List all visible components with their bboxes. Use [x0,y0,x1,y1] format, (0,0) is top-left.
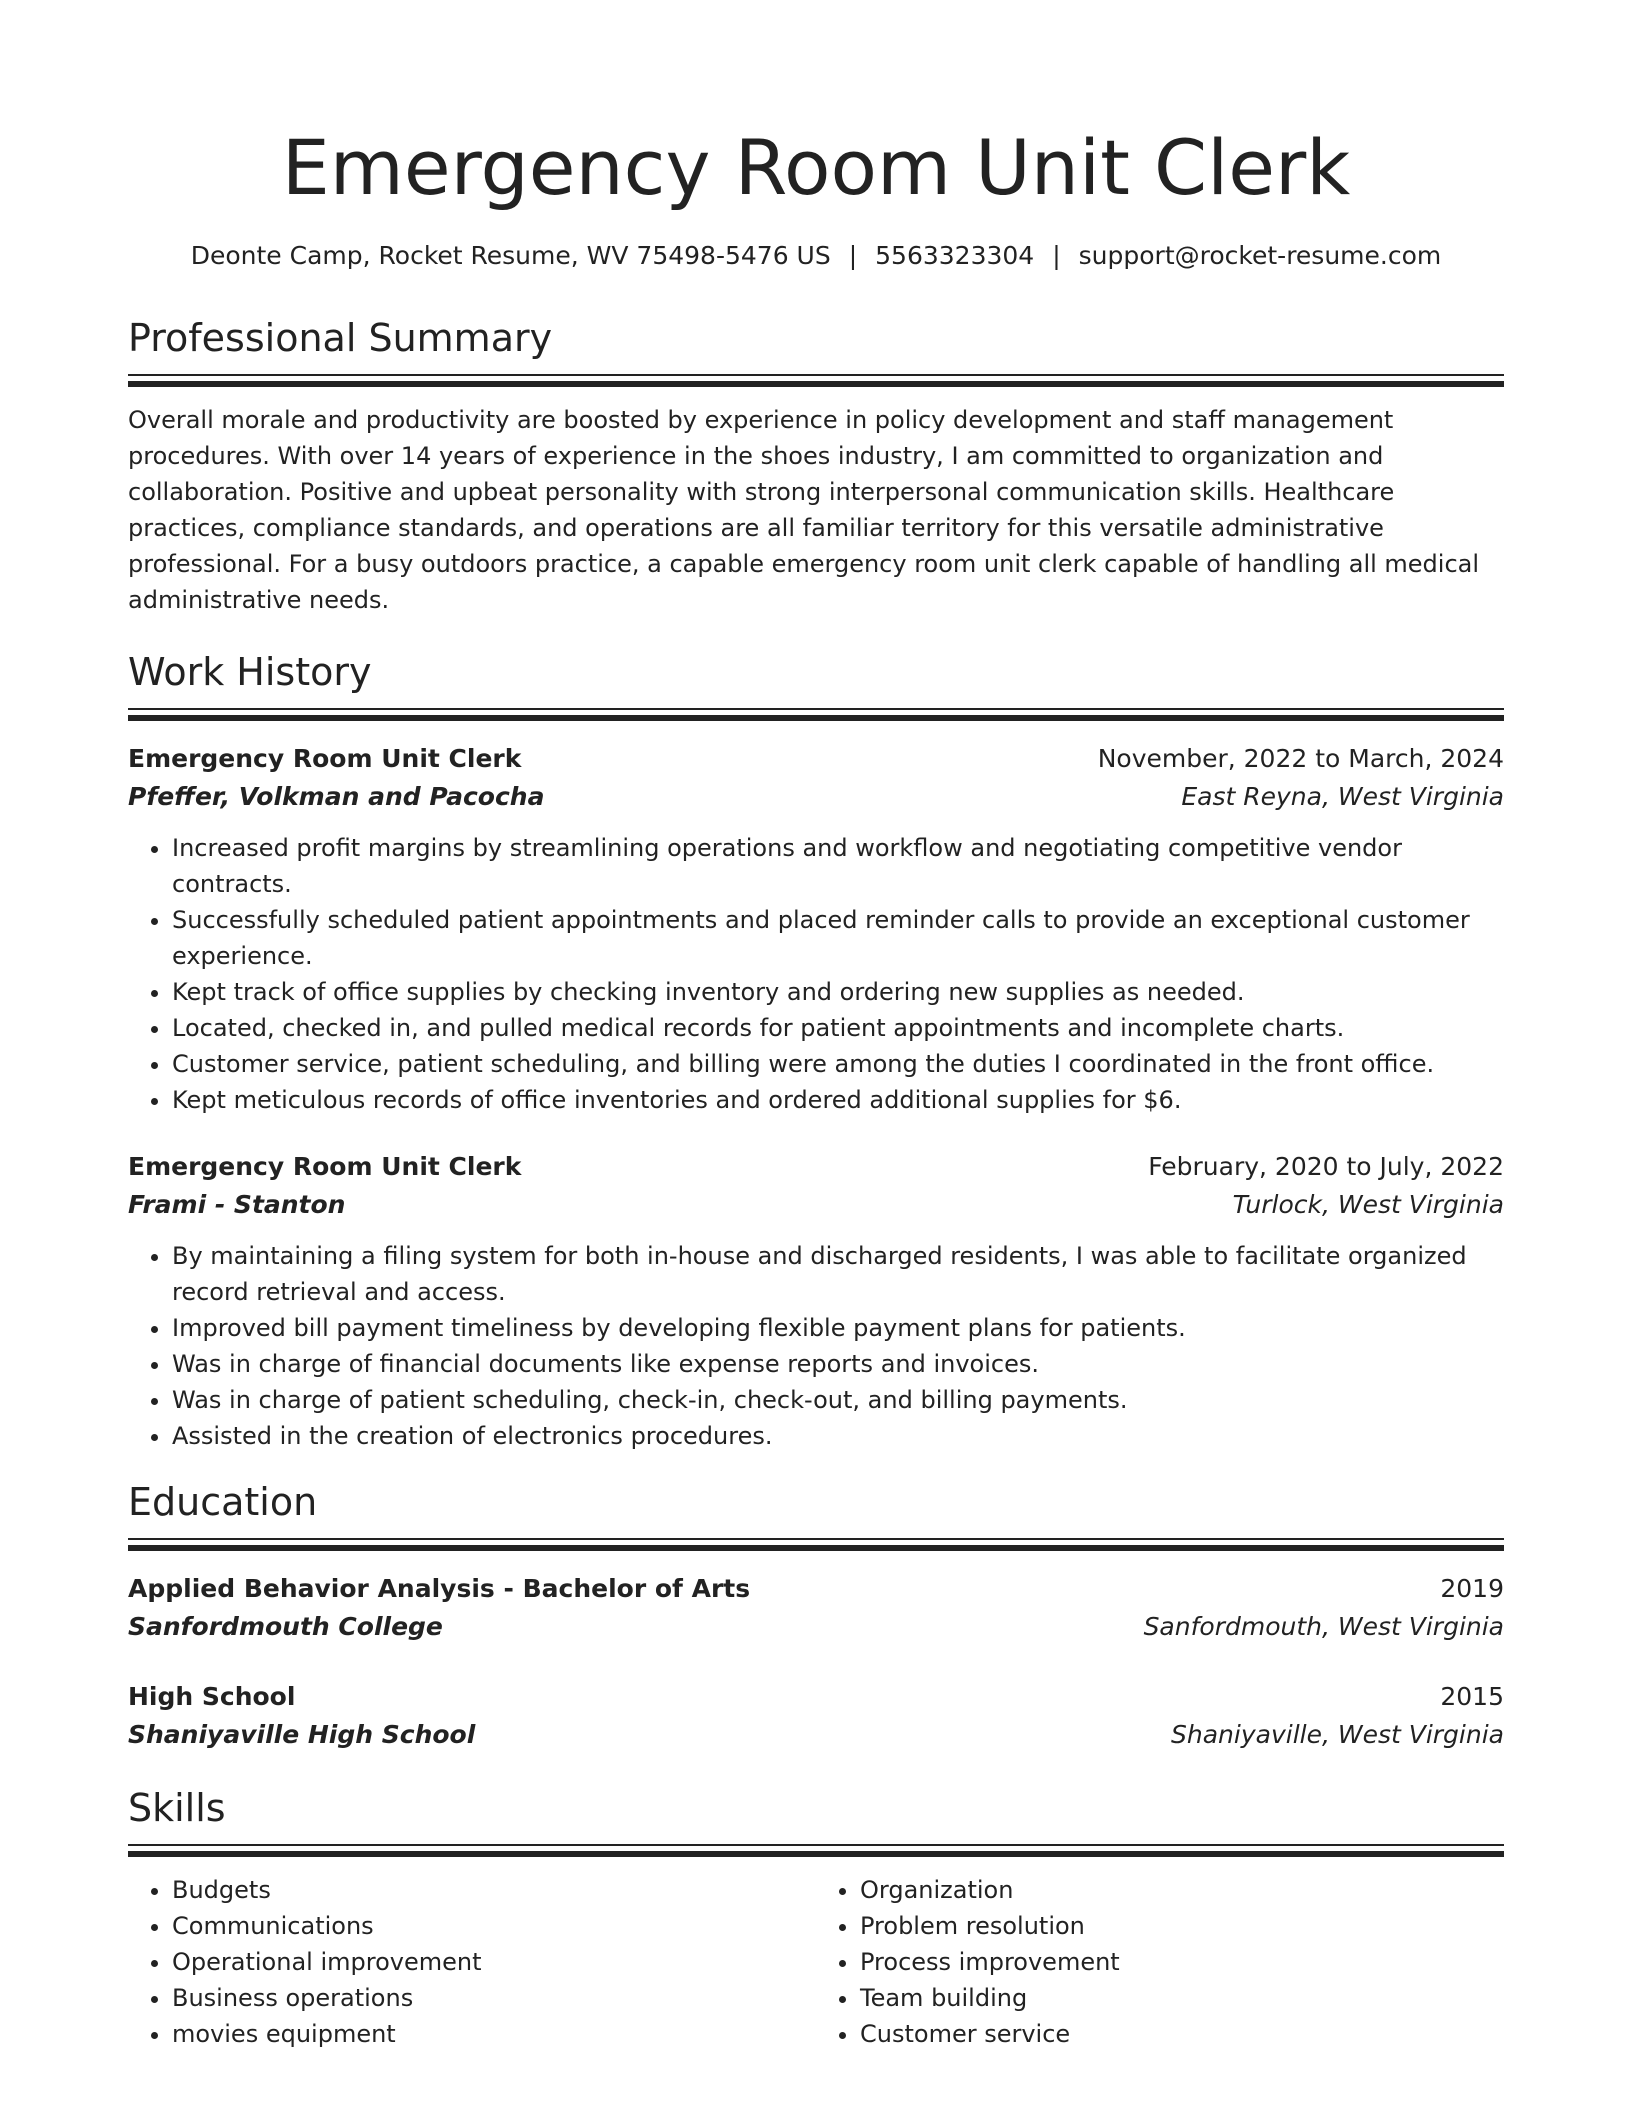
education-location: Sanfordmouth, West Virginia [1143,1612,1504,1641]
skill-item: • Business operations [172,1980,816,2016]
list-item: • Increased profit margins by streamlining operations and workflow and negotiating competitive vendor contracts. [172,830,1504,902]
education-entry [128,1570,1504,1646]
skill-item: • Communications [172,1908,816,1944]
contact-separator: | [848,241,858,270]
education-year: 2015 [1440,1682,1504,1711]
contact-address: Deonte Camp, Rocket Resume, WV 75498-5476 US [190,241,831,270]
work-history-section [128,648,1504,1454]
education-degree: Applied Behavior Analysis - Bachelor of Arts [128,1574,751,1603]
skills-columns [128,1872,1504,2052]
education-degree: High School [128,1682,296,1711]
work-history-heading: Work History [128,650,372,694]
job-company: Frami - Stanton [128,1190,346,1219]
section-divider [128,374,1504,388]
section-divider [128,1538,1504,1552]
skill-item: • Process improvement [860,1944,1504,1980]
contact-separator: | [1052,241,1061,270]
education-heading: Education [128,1480,318,1524]
contact-email: support@rocket-resume.com [1078,241,1442,270]
skills-list-left [128,1872,816,2052]
summary-text: Overall morale and productivity are boosted by experience in policy development and staff management procedures. With over 14 years of experience in the shoes industry, I am committed to organization and collaboration. Positive and upbeat personality with strong interpersonal communication skills. Healthcare practices, compliance standards, and operations are all familiar territory for this versatile administrative professional. For a busy outdoors practice, a capable emergency room unit clerk capable of handling all medical administrative needs. [128,406,1480,614]
skill-item: • Team building [860,1980,1504,2016]
skills-heading: Skills [128,1786,226,1830]
skills-section [128,1784,1504,2052]
summary-heading: Professional Summary [128,316,553,360]
section-divider [128,708,1504,722]
list-item: • By maintaining a filing system for both in-house and discharged residents, I was able to facilitate organized record retrieval and access. [172,1238,1504,1310]
section-divider [128,1844,1504,1858]
education-entry [128,1678,1504,1754]
job-title: Emergency Room Unit Clerk [128,744,522,773]
skill-item: • Organization [860,1872,1504,1908]
education-year: 2019 [1440,1574,1504,1603]
skill-item: • movies equipment [172,2016,816,2052]
list-item: • Improved bill payment timeliness by developing flexible payment plans for patients. [172,1310,1504,1346]
job-dates: February, 2020 to July, 2022 [1148,1152,1504,1181]
job-dates: November, 2022 to March, 2024 [1097,744,1504,773]
job-location: Turlock, West Virginia [1232,1190,1504,1219]
list-item: • Successfully scheduled patient appointments and placed reminder calls to provide an exceptional customer experience. [172,902,1504,974]
contact-line [128,238,1504,274]
summary-section [128,314,1504,618]
job-duties-list [128,1238,1504,1454]
skills-list-right [816,1872,1504,2052]
job-duties-list [128,830,1504,1118]
job-company: Pfeffer, Volkman and Pacocha [128,782,545,811]
skill-item: • Customer service [860,2016,1504,2052]
contact-phone: 5563323304 [875,241,1035,270]
list-item: • Located, checked in, and pulled medical records for patient appointments and incomplete charts. [172,1010,1504,1046]
list-item: • Kept meticulous records of office inventories and ordered additional supplies for $6. [172,1082,1504,1118]
education-location: Shaniyaville, West Virginia [1171,1720,1504,1749]
skill-item: • Operational improvement [172,1944,816,1980]
education-school: Shaniyaville High School [128,1720,476,1749]
skill-item: • Problem resolution [860,1908,1504,1944]
resume-title: Emergency Room Unit Clerk [281,123,1351,212]
job-entry [128,1148,1504,1454]
job-title: Emergency Room Unit Clerk [128,1152,522,1181]
list-item: • Kept track of office supplies by checking inventory and ordering new supplies as needed. [172,974,1504,1010]
list-item: • Was in charge of patient scheduling, check-in, check-out, and billing payments. [172,1382,1504,1418]
list-item: • Was in charge of financial documents like expense reports and invoices. [172,1346,1504,1382]
job-entry [128,740,1504,1118]
education-school: Sanfordmouth College [128,1612,443,1641]
job-location: East Reyna, West Virginia [1181,782,1504,811]
education-section [128,1478,1504,1754]
skill-item: • Budgets [172,1872,816,1908]
list-item: • Customer service, patient scheduling, and billing were among the duties I coordinated in the front office. [172,1046,1504,1082]
list-item: • Assisted in the creation of electronics procedures. [172,1418,1504,1454]
